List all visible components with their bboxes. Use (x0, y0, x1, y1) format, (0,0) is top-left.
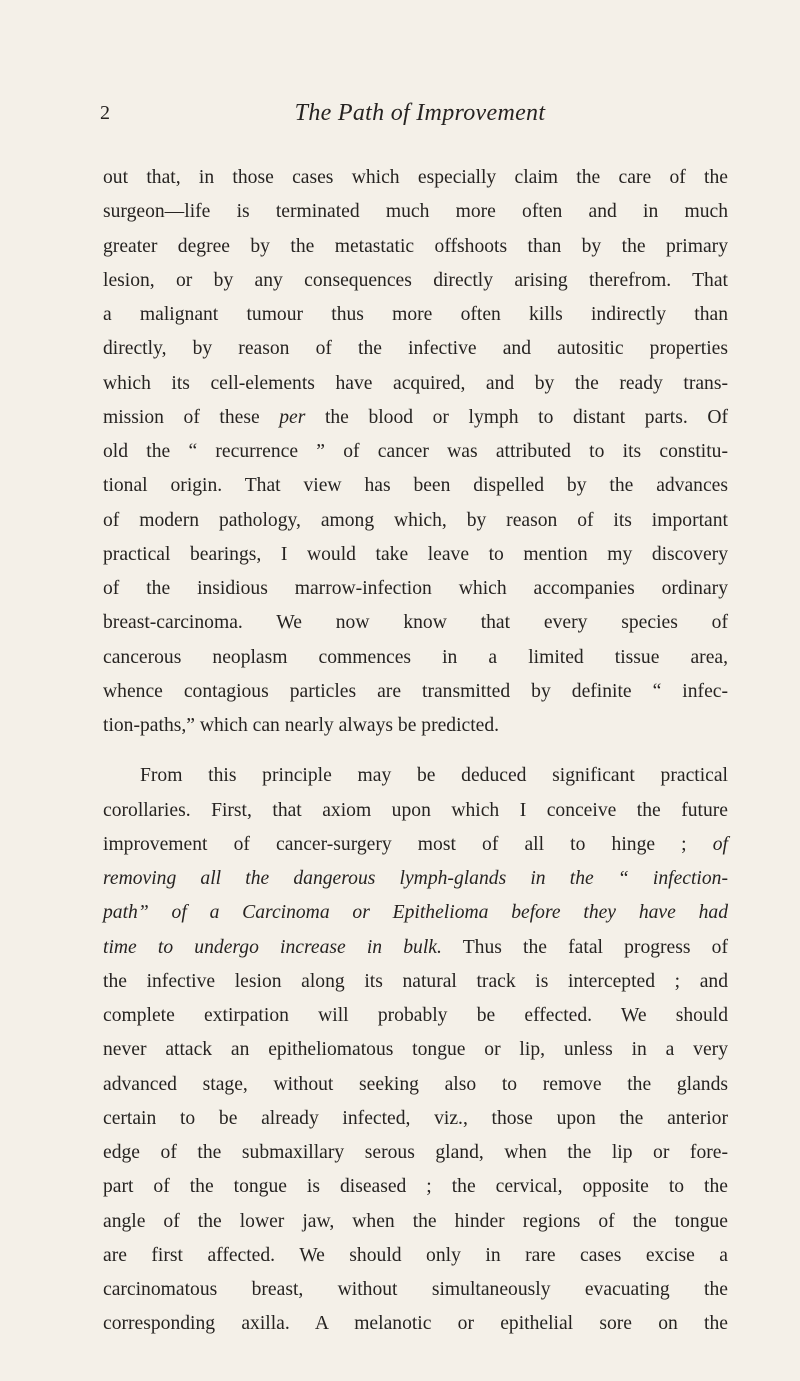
text-line: certain to be already infected, viz., those upon the anterior (103, 1107, 728, 1129)
text-line: of the insidious marrow-infection which accompanies ordinary (103, 578, 728, 599)
text-line: never attack an epitheliomatous tongue or lip, unless in a very (103, 1039, 728, 1061)
text-line: practical bearings, I would take leave to mention my discovery (103, 543, 728, 565)
italic-text-run: path” of a Carcinoma or Epithelioma before they have had (103, 902, 728, 924)
text-run: mission of these (103, 406, 280, 428)
text-run: Thus the fatal progress of (441, 936, 728, 958)
text-line (103, 401, 728, 435)
text-line: a malignant tumour thus more often kills indirectly than (103, 304, 728, 325)
text-line: greater degree by the metastatic offshoots than by the primary (103, 235, 728, 257)
text-line: corresponding axilla. A melanotic or epithelial sore on the (103, 1313, 728, 1335)
text-line: of modern pathology, among which, by reason of its important (103, 509, 728, 531)
italic-text-run: removing all the dangerous lymph-glands in the “ infection- (103, 868, 728, 889)
page-number: 2 (100, 102, 110, 124)
text-line: part of the tongue is diseased ; the cervical, opposite to the (103, 1176, 728, 1198)
paragraph-1 (103, 161, 728, 743)
italic-text-run: of (712, 833, 728, 855)
text-line: lesion, or by any consequences directly arising therefrom. That (103, 269, 728, 291)
text-line: breast-carcinoma. We now know that every species of (103, 612, 728, 634)
text-line: out that, in those cases which especially claim the care of the (103, 167, 728, 188)
text-line: tion-paths,” which can nearly always be predicted. (103, 715, 500, 736)
text-line: are first affected. We should only in rare cases excise a (103, 1244, 728, 1266)
text-line: which its cell-elements have acquired, and by the ready trans- (103, 372, 728, 394)
text-line: surgeon—life is terminated much more often and in much (103, 201, 728, 223)
italic-text-run: time to undergo increase in bulk. (103, 936, 442, 958)
text-line (103, 862, 728, 896)
text-line: complete extirpation will probably be effected. We should (103, 1005, 728, 1026)
text-line: directly, by reason of the infective and autositic properties (103, 338, 728, 360)
text-line: cancerous neoplasm commences in a limited tissue area, (103, 646, 728, 668)
text-run: improvement of cancer-surgery most of all to hinge ; (103, 833, 713, 855)
text-line: the infective lesion along its natural track is intercepted ; and (103, 970, 728, 992)
text-line (103, 896, 728, 930)
text-run: the blood or lymph to distant parts. Of (305, 406, 728, 428)
text-line (103, 828, 728, 862)
text-line: angle of the lower jaw, when the hinder regions of the tongue (103, 1210, 728, 1232)
running-head (100, 98, 740, 128)
text-line: corollaries. First, that axiom upon which I conceive the future (103, 799, 728, 821)
text-line: tional origin. That view has been dispelled by the advances (103, 475, 728, 497)
text-line: edge of the submaxillary serous gland, when the lip or fore- (103, 1142, 728, 1163)
text-line: old the “ recurrence ” of cancer was attributed to its constitu- (103, 441, 728, 462)
text-line: advanced stage, without seeking also to remove the glands (103, 1073, 728, 1095)
paragraph-2 (103, 759, 728, 1341)
text-line: whence contagious particles are transmitted by definite “ infec- (103, 680, 728, 702)
body-text (103, 161, 728, 1342)
running-title: The Path of Improvement (294, 100, 546, 126)
paragraph-gap (103, 743, 728, 759)
text-line: carcinomatous breast, without simultaneously evacuating the (103, 1279, 728, 1300)
italic-text-run: per (279, 406, 306, 428)
text-line: From this principle may be deduced significant practical (140, 765, 728, 787)
text-line (103, 931, 728, 965)
